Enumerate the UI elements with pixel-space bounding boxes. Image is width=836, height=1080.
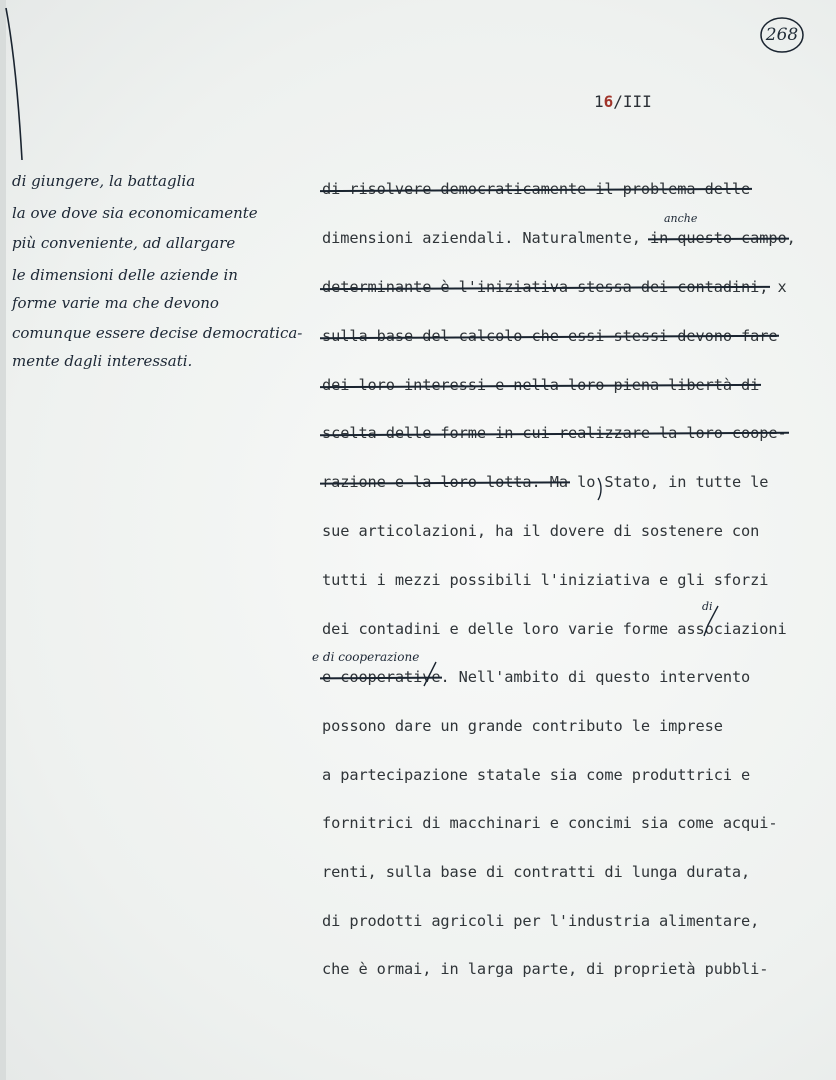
text-line xyxy=(322,376,759,402)
text-line xyxy=(322,180,750,206)
trailing-text: associazioni xyxy=(677,620,787,638)
plain-text: . Nell'ambito di questo intervento xyxy=(440,668,751,686)
text-line xyxy=(322,278,787,304)
plain-text: lo Stato, in tutte le xyxy=(567,473,769,491)
text-line: possono dare un grande contributo le imprese xyxy=(322,717,723,735)
text-line: tutti i mezzi possibili l'iniziativa e gli sforzi xyxy=(322,571,769,589)
struck-text: di risolvere democraticamente il problema delle xyxy=(322,180,751,198)
page-number-correction: 6 xyxy=(603,92,614,111)
text-line: fornitrici di macchinari e concimi sia come acqui- xyxy=(322,814,778,832)
struck-text: in questo campo xyxy=(649,229,787,247)
insert-di: di xyxy=(702,600,713,613)
struck-text: dei loro interessi e nella loro piena libertà di xyxy=(322,376,760,394)
text-line xyxy=(322,424,787,450)
archive-page-stamp xyxy=(758,14,806,56)
margin-note-line: la ove dove sia economicamente xyxy=(12,204,258,222)
margin-note-line: mente dagli interessati. xyxy=(12,352,193,370)
text-line: renti, sulla base di contratti di lunga durata, xyxy=(322,863,751,881)
text-line: di prodotti agricoli per l'industria alimentare, xyxy=(322,912,760,930)
text-line: che è ormai, in larga parte, di proprietà pubbli- xyxy=(322,960,769,978)
page-number xyxy=(594,92,652,111)
trailing-text: x xyxy=(768,278,787,296)
page-number-prefix: 1 xyxy=(594,92,604,111)
margin-note-line: più conveniente, ad allargare xyxy=(12,234,236,252)
text-line: a partecipazione statale sia come produttrici e xyxy=(322,766,751,784)
stamp-number: 268 xyxy=(765,25,799,45)
margin-pen-stroke xyxy=(0,0,40,170)
text-line xyxy=(322,473,768,499)
text-line: sue articolazioni, ha il dovere di sostenere con xyxy=(322,522,760,540)
struck-text: scelta delle forme in cui realizzare la loro coope- xyxy=(322,424,787,442)
struck-text: e cooperative xyxy=(322,668,441,686)
plain-text: dimensioni aziendali. Naturalmente, xyxy=(322,229,650,247)
text-line xyxy=(322,620,787,646)
margin-note-line: forme varie ma che devono xyxy=(12,294,219,312)
text-line xyxy=(322,668,750,694)
trailing-text: , xyxy=(786,229,796,247)
struck-text: determinante è l'iniziativa stessa dei contadini, xyxy=(322,278,769,296)
text-line xyxy=(322,327,777,353)
struck-text: razione e la loro lotta. Ma xyxy=(322,473,568,491)
margin-note-line: le dimensioni delle aziende in xyxy=(12,266,238,284)
plain-text: dei contadini e delle loro varie forme xyxy=(322,620,678,638)
margin-note-line: di giungere, la battaglia xyxy=(12,172,196,190)
struck-text: sulla base del calcolo che essi stessi devono fare xyxy=(322,327,778,345)
insert-anche: anche xyxy=(664,212,698,225)
page-number-suffix: /III xyxy=(613,92,652,111)
text-line xyxy=(322,229,796,255)
insert-cooperazione: e di cooperazione xyxy=(312,650,420,664)
margin-note-line: comunque essere decise democratica- xyxy=(12,324,303,342)
